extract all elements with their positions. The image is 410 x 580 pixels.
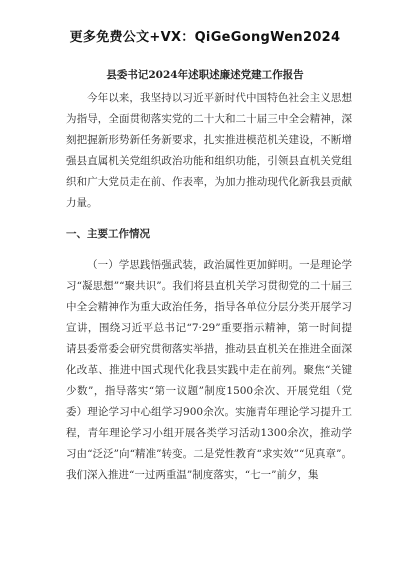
body-paragraph: （一）学思践悟强武装，政治属性更加鲜明。一是理论学习“凝思想”“聚共识”。我们将县直机关学习贯彻党的二十届三中全会精神作为重大政治任务，指导各单位分层分类开展学习宣讲，围绕习近平总书记“7·29”重要指示精神，第一时间提请县委常委会研究贯彻落实举措，推动县直机关在推进全面深化改革、推进中国式现代化我县实践中走在前列。聚焦“关键少数”，指导落实“第一议题”制度1500余次、开展党组（党委）理论学习中心组学习900余次。实施青年理论学习提升工程，青年理论学习小组开展各类学习活动1300余次，推动学习由“泛泛”向“精准”转变。二是党性教育“求实效”“见真章”。我们深入推进“一过两重温”制度落实，“七一”前夕，集 [66, 259, 352, 481]
watermark-banner: 更多免费公文+VX：QiGeGongWen2024 [69, 30, 341, 45]
section-heading: 一、主要工作情况 [66, 228, 150, 240]
document-title: 县委书记2024年述职述廉述党建工作报告 [106, 69, 304, 81]
document-body [66, 88, 352, 486]
intro-paragraph: 今年以来，我坚持以习近平新时代中国特色社会主义思想为指导，全面贯彻落实党的二十大和二十届三中全会精神，深刻把握新形势新任务新要求，扎实推进模范机关建设，不断增强县直属机关党组织政治功能和组织功能，引领县直机关党组织和广大党员走在前、作表率，为加力推动现代化新我县贡献力量。 [66, 92, 352, 209]
